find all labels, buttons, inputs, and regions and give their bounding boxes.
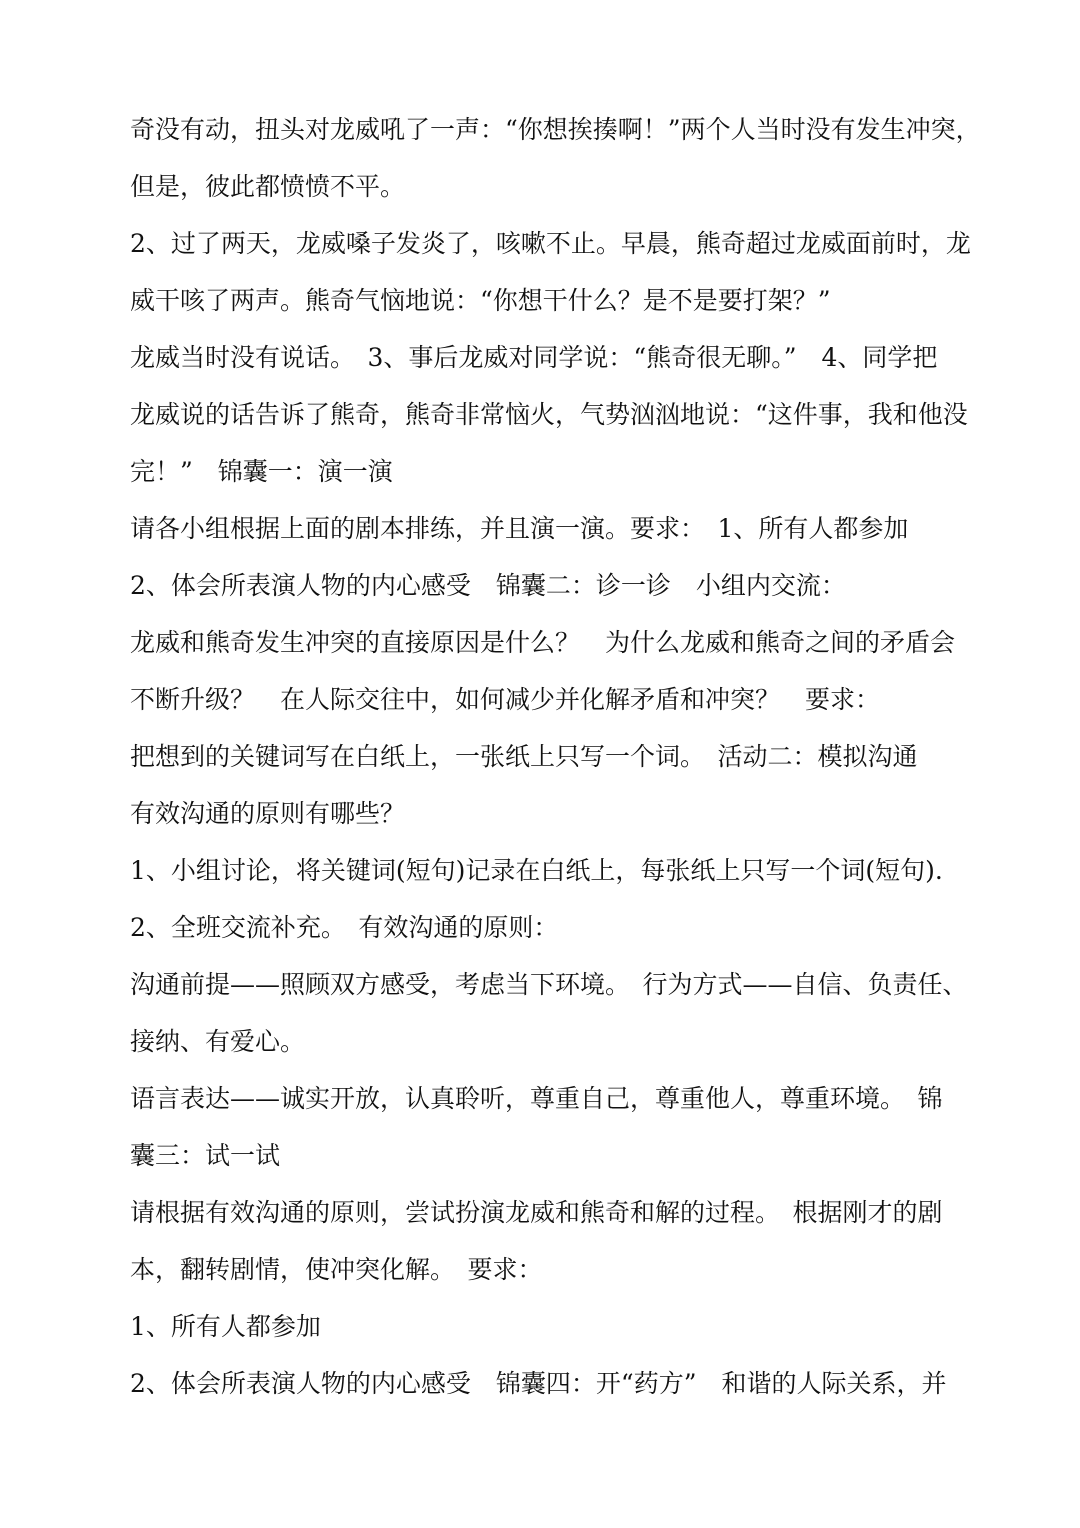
text-line: 请各小组根据上面的剧本排练，并且演一演。要求： 1、所有人都参加 — [130, 514, 909, 543]
text-line: 2、体会所表演人物的内心感受 锦囊四：开“药方” 和谐的人际关系，并 — [130, 1369, 947, 1398]
text-line: 语言表达——诚实开放，认真聆听，尊重自己，尊重他人，尊重环境。 锦 — [130, 1084, 943, 1113]
text-line: 2、过了两天，龙威嗓子发炎了，咳嗽不止。早晨，熊奇超过龙威面前时，龙 — [130, 229, 971, 258]
text-line: 不断升级？ 在人际交往中，如何减少并化解矛盾和冲突？ 要求： — [130, 685, 881, 714]
text-line: 完！” 锦囊一：演一演 — [130, 457, 393, 486]
text-line: 请根据有效沟通的原则，尝试扮演龙威和熊奇和解的过程。 根据刚才的剧 — [130, 1198, 943, 1227]
text-line: 把想到的关键词写在白纸上，一张纸上只写一个词。 活动二：模拟沟通 — [130, 742, 918, 771]
text-line: 1、小组讨论，将关键词(短句)记录在白纸上，每张纸上只写一个词(短句). — [130, 856, 943, 885]
text-line: 囊三：试一试 — [130, 1141, 281, 1170]
text-line: 2、全班交流补充。 有效沟通的原则： — [130, 913, 559, 942]
text-line: 接纳、有爱心。 — [130, 1027, 306, 1056]
text-line: 1、所有人都参加 — [130, 1312, 321, 1341]
text-line: 沟通前提——照顾双方感受，考虑当下环境。 行为方式——自信、负责任、 — [130, 970, 968, 999]
text-line: 龙威和熊奇发生冲突的直接原因是什么？ 为什么龙威和熊奇之间的矛盾会 — [130, 628, 956, 657]
text-line: 有效沟通的原则有哪些？ — [130, 799, 406, 828]
text-line: 龙威说的话告诉了熊奇，熊奇非常恼火，气势汹汹地说：“这件事，我和他没 — [130, 400, 968, 429]
text-line: 本，翻转剧情，使冲突化解。 要求： — [130, 1255, 543, 1284]
text-line: 但是，彼此都愤愤不平。 — [130, 172, 406, 201]
text-line: 奇没有动，扭头对龙威吼了一声：“你想挨揍啊！”两个人当时没有发生冲突， — [130, 115, 981, 144]
text-line: 龙威当时没有说话。 3、事后龙威对同学说：“熊奇很无聊。” 4、同学把 — [130, 343, 938, 372]
text-line: 2、体会所表演人物的内心感受 锦囊二：诊一诊 小组内交流： — [130, 571, 846, 600]
text-line: 威干咳了两声。熊奇气恼地说：“你想干什么？是不是要打架？” — [130, 286, 831, 315]
